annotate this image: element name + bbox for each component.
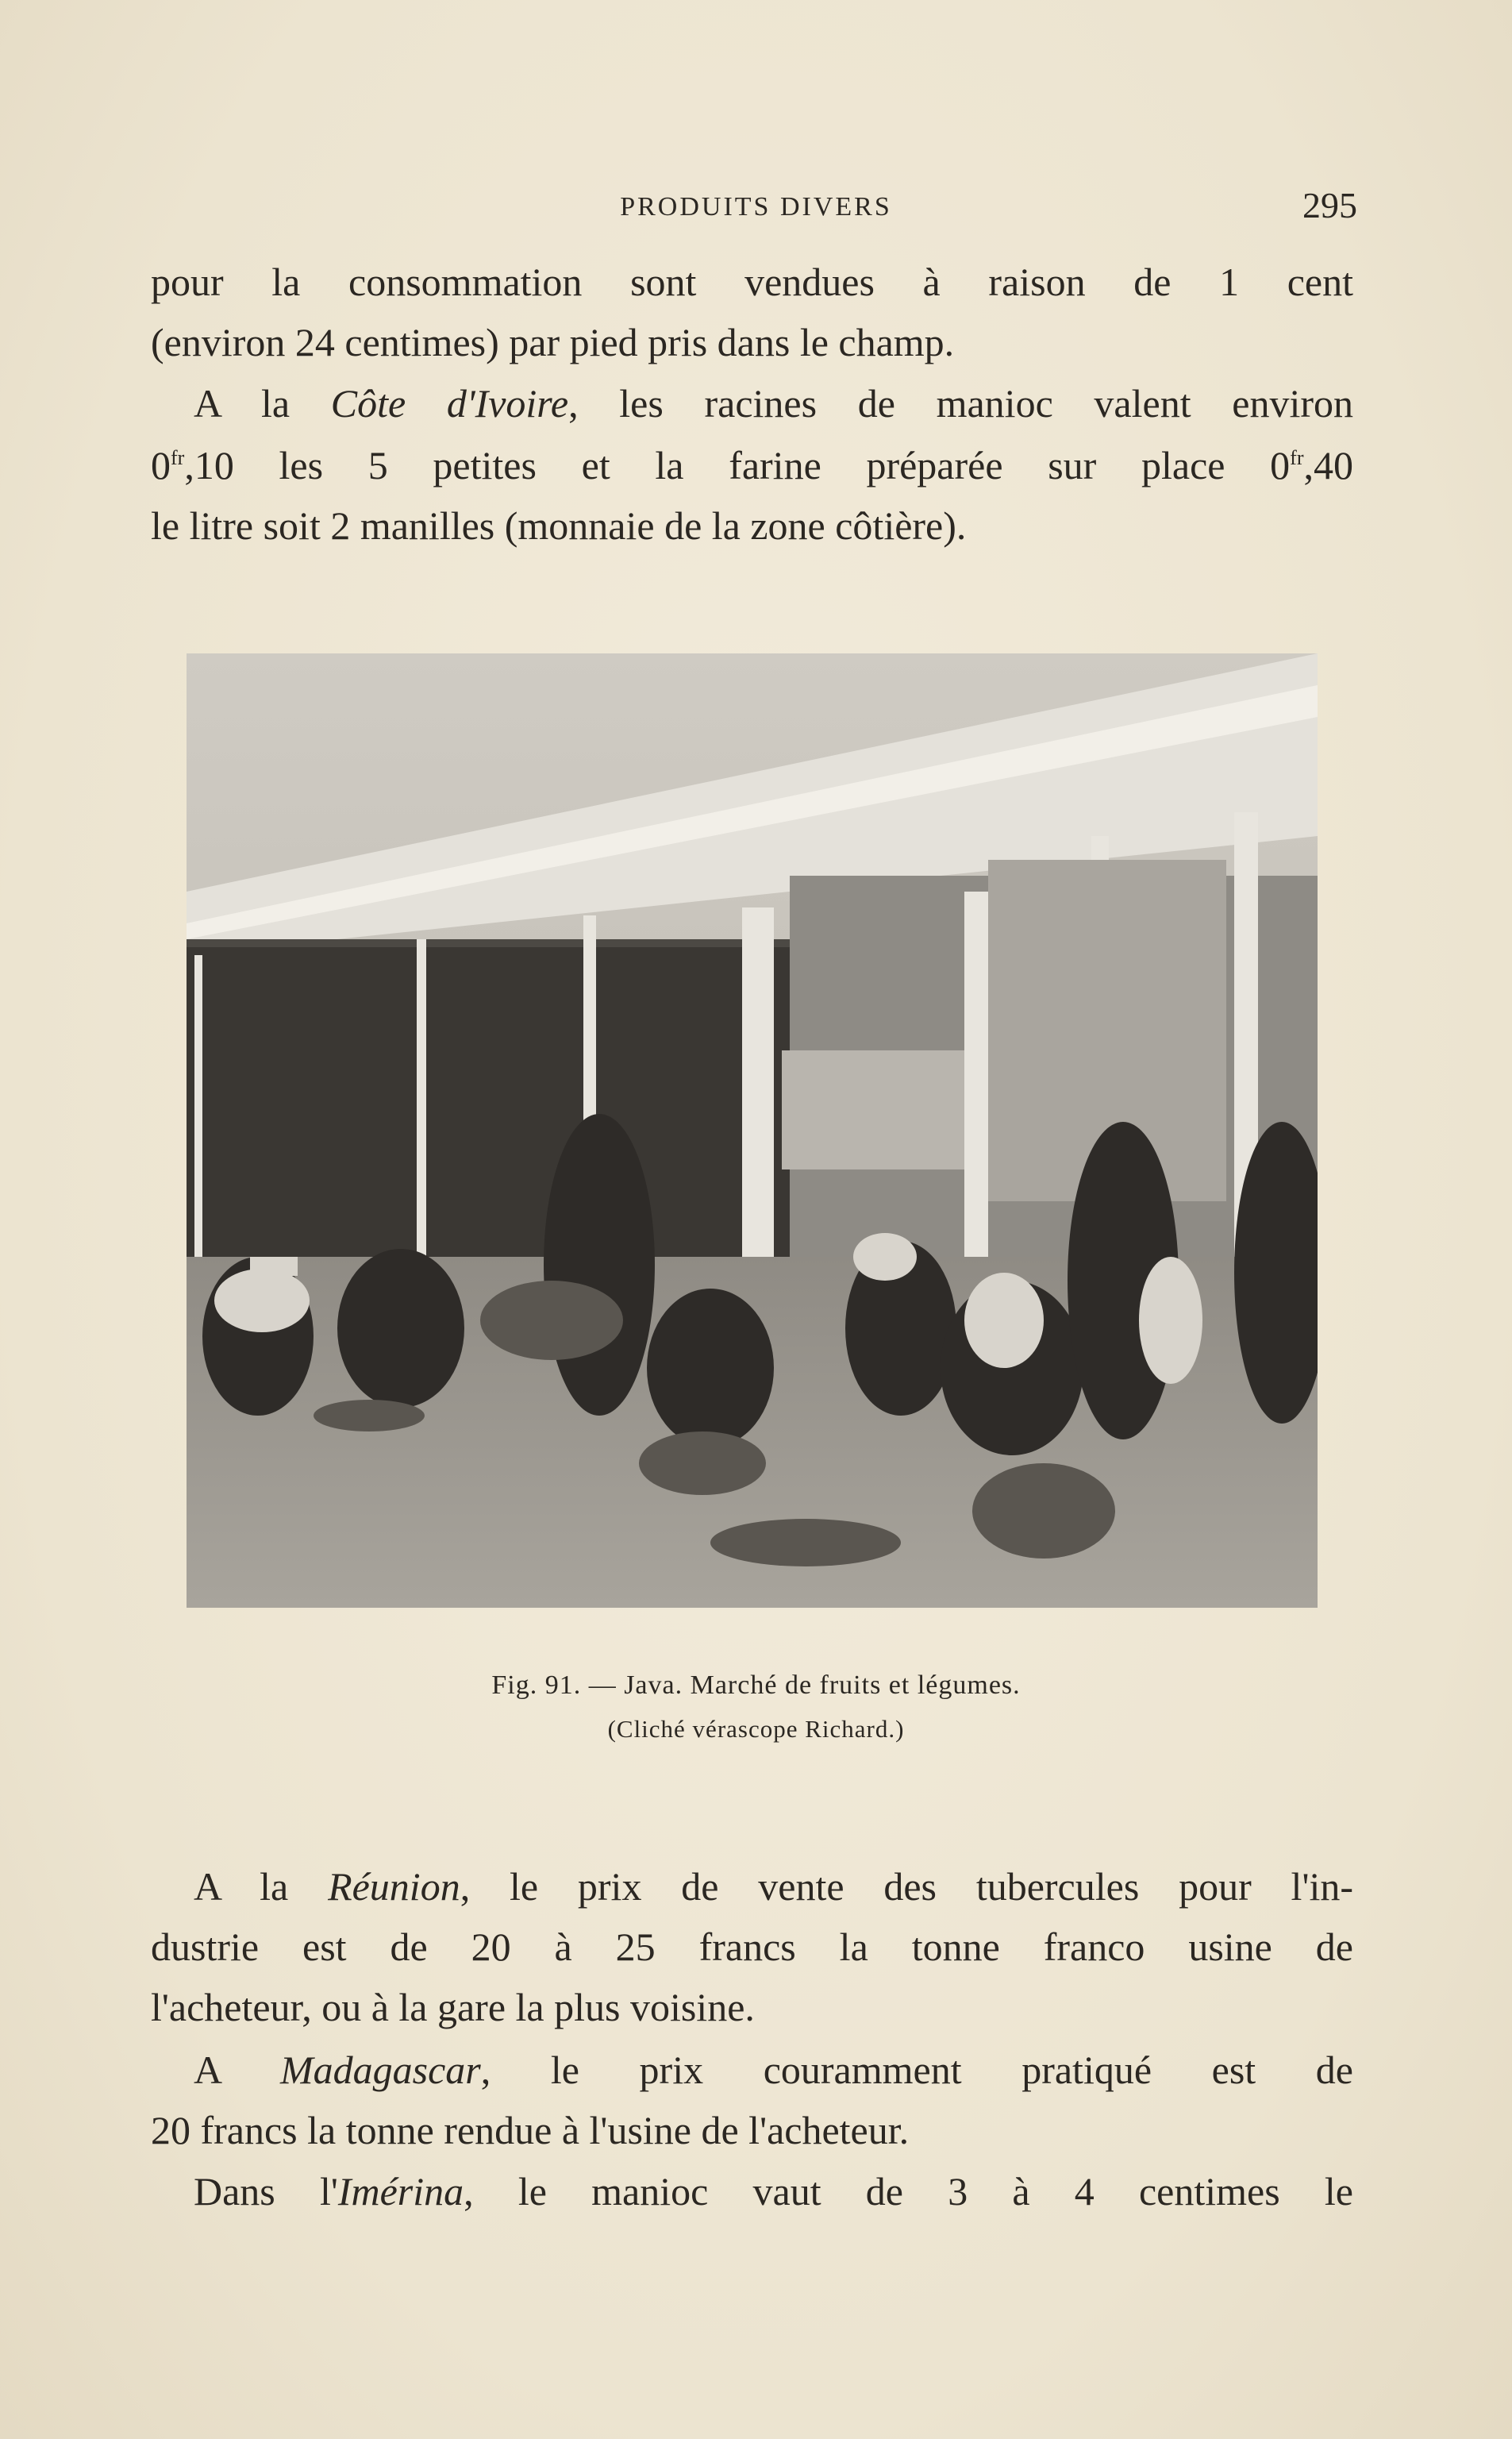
text-line: pour la consommation sont vendues à raison de 1 cent [151,260,1353,304]
running-head-title: PRODUITS DIVERS [620,192,892,222]
text-line [151,2046,1353,2094]
text: , le prix couramment pratiqué est de [480,2048,1353,2092]
text: A la [194,381,331,426]
text: ,10 les 5 petites et la farine préparée sur place 0 [184,443,1291,487]
figure-caption: Fig. 91. — Java. Marché de fruits et légumes. [491,1670,1021,1700]
text: ,40 [1303,443,1353,487]
text-line [151,1863,1353,1910]
superscript: fr [171,446,185,469]
place-name: Réunion [328,1864,460,1909]
place-name: Imérina [337,2169,464,2214]
text: A la [194,1864,329,1909]
market-photograph [187,653,1318,1608]
text-line: (environ 24 centimes) par pied pris dans le champ. [151,320,955,364]
text: Dans l' [194,2169,338,2214]
text-line: le litre soit 2 manilles (monnaie de la zone côtière). [151,503,967,548]
text-line [151,441,1353,489]
text-line [151,380,1353,427]
text-line: l'acheteur, ou à la gare la plus voisine. [151,1985,755,2029]
text: , le manioc vaut de 3 à 4 centimes le [464,2169,1353,2214]
text-line: 20 francs la tonne rendue à l'usine de l'acheteur. [151,2108,910,2152]
place-name: Côte d'Ivoire [330,381,569,426]
text: , les racines de manioc valent environ [568,381,1354,426]
text: 0 [151,443,171,487]
text-line [151,2167,1353,2215]
photo-illustration [187,653,1318,1608]
place-name: Madagascar [279,2048,481,2092]
text-line: dustrie est de 20 à 25 francs la tonne franco usine de [151,1925,1353,1969]
text: A [194,2048,280,2092]
text: , le prix de vente des tubercules pour l'in- [460,1864,1353,1909]
figure-credit: (Cliché vérascope Richard.) [607,1715,905,1743]
superscript: fr [1290,446,1304,469]
page-number: 295 [1302,185,1357,225]
running-head [0,184,1512,232]
